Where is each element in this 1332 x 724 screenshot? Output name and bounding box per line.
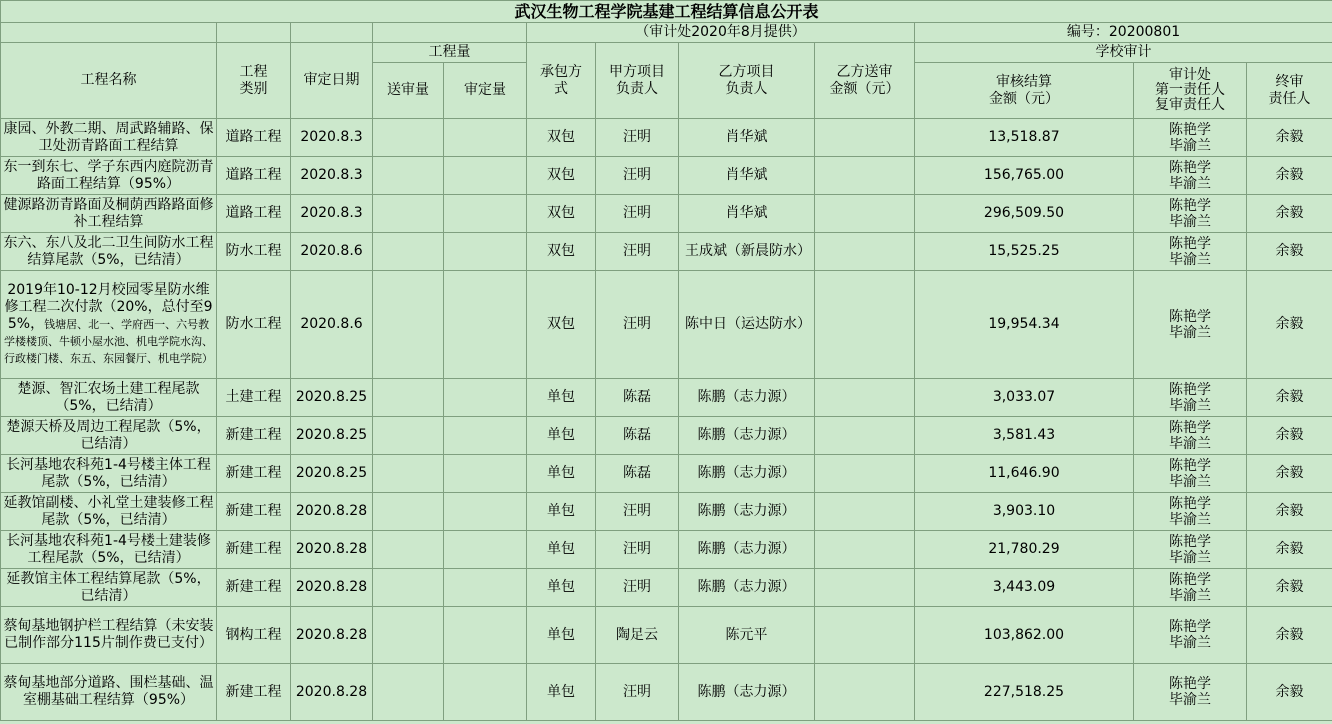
table-cell-contract: 单包: [527, 569, 596, 607]
blank-cell: [291, 23, 373, 43]
table-cell-sent-qty: [373, 607, 444, 664]
table-cell-approved-qty: [444, 157, 527, 195]
table-cell-category: 钢构工程: [217, 607, 291, 664]
table-cell-sent-amount: [815, 569, 915, 607]
table-cell-final: 余毅: [1247, 379, 1332, 417]
table-cell-party-a: 陈磊: [596, 379, 679, 417]
project-name-text: 长河基地农科苑1-4号楼土建装修工程尾款（5%，已结清）: [6, 532, 211, 566]
table-cell-sent-qty: [373, 455, 444, 493]
table-cell-approved-qty: [444, 455, 527, 493]
table-cell-sent-qty: [373, 233, 444, 271]
table-cell-name: [1, 271, 217, 379]
page-title: 武汉生物工程学院基建工程结算信息公开表: [1, 1, 1332, 23]
table-cell-reviewer: 陈艳学 毕渝兰: [1134, 233, 1247, 271]
table-cell-audit-amount: 3,033.07: [915, 379, 1134, 417]
table-cell-date: 2020.8.25: [291, 417, 373, 455]
table-row: [1, 157, 1332, 195]
table-row: [1, 531, 1332, 569]
header-name: 工程名称: [1, 43, 217, 119]
table-cell-audit-amount: 103,862.00: [915, 607, 1134, 664]
header-final: 终审 责任人: [1247, 63, 1332, 119]
table-cell-category: 新建工程: [217, 531, 291, 569]
header-sent-qty: 送审量: [373, 63, 444, 119]
header-contract: 承包方 式: [527, 43, 596, 119]
header-school-audit: 学校审计: [915, 43, 1332, 63]
table-cell-party-b: 陈中日（运达防水）: [679, 271, 815, 379]
table-cell-date: 2020.8.28: [291, 531, 373, 569]
table-cell-party-b: 陈鹏（志力源）: [679, 417, 815, 455]
table-cell-party-a: 汪明: [596, 157, 679, 195]
table-cell-party-b: 陈鹏（志力源）: [679, 569, 815, 607]
table-cell-final: 余毅: [1247, 119, 1332, 157]
blank-cell: [373, 23, 527, 43]
table-row: [1, 493, 1332, 531]
table-cell-audit-amount: 3,903.10: [915, 493, 1134, 531]
table-cell-final: 余毅: [1247, 664, 1332, 721]
table-cell-audit-amount: 227,518.25: [915, 664, 1134, 721]
table-cell-contract: 单包: [527, 455, 596, 493]
table-cell-sent-amount: [815, 233, 915, 271]
table-cell-name: [1, 119, 217, 157]
table-row: [1, 417, 1332, 455]
table-cell-reviewer: 陈艳学 毕渝兰: [1134, 607, 1247, 664]
table-cell-approved-qty: [444, 493, 527, 531]
table-cell-party-b: 肖华斌: [679, 195, 815, 233]
table-cell-contract: 单包: [527, 607, 596, 664]
table-cell-date: 2020.8.28: [291, 569, 373, 607]
table-cell-category: 新建工程: [217, 493, 291, 531]
table-row: [1, 233, 1332, 271]
blank-cell: [217, 23, 291, 43]
table-cell-audit-amount: 19,954.34: [915, 271, 1134, 379]
table-cell-contract: 双包: [527, 157, 596, 195]
table-cell-audit-amount: 15,525.25: [915, 233, 1134, 271]
table-cell-contract: 单包: [527, 664, 596, 721]
table-cell-contract: 双包: [527, 119, 596, 157]
table-cell-party-a: 汪明: [596, 531, 679, 569]
table-cell-sent-qty: [373, 379, 444, 417]
table-row: [1, 195, 1332, 233]
table-cell-party-b: 陈鹏（志力源）: [679, 531, 815, 569]
blank-cell: [1, 23, 217, 43]
table-row: [1, 455, 1332, 493]
table-cell-reviewer: 陈艳学 毕渝兰: [1134, 417, 1247, 455]
table-cell-party-a: 陈磊: [596, 417, 679, 455]
header-approved-qty: 审定量: [444, 63, 527, 119]
header-date: 审定日期: [291, 43, 373, 119]
table-cell-reviewer: 陈艳学 毕渝兰: [1134, 531, 1247, 569]
table-cell-approved-qty: [444, 417, 527, 455]
table-cell-date: 2020.8.6: [291, 233, 373, 271]
table-cell-name: [1, 417, 217, 455]
table-cell-approved-qty: [444, 531, 527, 569]
table-cell-sent-amount: [815, 379, 915, 417]
table-cell-sent-amount: [815, 417, 915, 455]
table-cell-final: 余毅: [1247, 455, 1332, 493]
table-cell-party-b: 陈元平: [679, 607, 815, 664]
project-name-text: 长河基地农科苑1-4号楼主体工程尾款（5%，已结清）: [6, 456, 211, 490]
table-cell-party-a: 汪明: [596, 195, 679, 233]
project-name-text: 东六、东八及北二卫生间防水工程结算尾款（5%，已结清）: [3, 234, 214, 268]
table-cell-name: [1, 607, 217, 664]
table-cell-contract: 单包: [527, 531, 596, 569]
project-name-text: 2019年10-12月校园零星防水维修工程二次付款（20%，总付至95%，: [4, 282, 213, 332]
table-cell-reviewer: 陈艳学 毕渝兰: [1134, 493, 1247, 531]
table-cell-party-a: 陈磊: [596, 455, 679, 493]
table-cell-sent-amount: [815, 664, 915, 721]
table-cell-sent-qty: [373, 271, 444, 379]
table-row: [1, 379, 1332, 417]
table-cell-audit-amount: 156,765.00: [915, 157, 1134, 195]
table-cell-party-a: 汪明: [596, 569, 679, 607]
table-cell-final: 余毅: [1247, 493, 1332, 531]
table-cell-name: [1, 664, 217, 721]
table-cell-date: 2020.8.25: [291, 379, 373, 417]
table-cell-contract: 双包: [527, 195, 596, 233]
project-name-text: 东一到东七、学子东西内庭院沥青路面工程结算（95%）: [3, 158, 214, 192]
table-cell-sent-amount: [815, 195, 915, 233]
table-cell-reviewer: 陈艳学 毕渝兰: [1134, 157, 1247, 195]
table-cell-name: [1, 195, 217, 233]
table-cell-party-a: 汪明: [596, 233, 679, 271]
table-cell-name: [1, 569, 217, 607]
table-cell-audit-amount: 13,518.87: [915, 119, 1134, 157]
table-cell-final: 余毅: [1247, 195, 1332, 233]
table-cell-party-a: 汪明: [596, 493, 679, 531]
table-cell-sent-amount: [815, 607, 915, 664]
header-quantity: 工程量: [373, 43, 527, 63]
table-cell-category: 道路工程: [217, 195, 291, 233]
table-cell-reviewer: 陈艳学 毕渝兰: [1134, 195, 1247, 233]
table-row: [1, 607, 1332, 664]
table-cell-party-a: 汪明: [596, 119, 679, 157]
table-cell-party-b: 陈鹏（志力源）: [679, 455, 815, 493]
table-cell-approved-qty: [444, 271, 527, 379]
table-cell-sent-qty: [373, 531, 444, 569]
table-cell-sent-amount: [815, 119, 915, 157]
table-cell-audit-amount: 21,780.29: [915, 531, 1134, 569]
table-cell-reviewer: 陈艳学 毕渝兰: [1134, 271, 1247, 379]
table-cell-date: 2020.8.28: [291, 664, 373, 721]
table-cell-category: 新建工程: [217, 569, 291, 607]
table-cell-contract: 双包: [527, 271, 596, 379]
table-cell-approved-qty: [444, 379, 527, 417]
table-cell-name: [1, 233, 217, 271]
header-category: 工程 类别: [217, 43, 291, 119]
document-code: 编号：20200801: [915, 23, 1332, 43]
table-cell-sent-amount: [815, 157, 915, 195]
table-cell-party-a: 汪明: [596, 664, 679, 721]
table-cell-sent-qty: [373, 664, 444, 721]
table-cell-contract: 单包: [527, 379, 596, 417]
table-cell-party-b: 陈鹏（志力源）: [679, 493, 815, 531]
table-cell-audit-amount: 11,646.90: [915, 455, 1134, 493]
table-cell-sent-qty: [373, 195, 444, 233]
table-cell-final: 余毅: [1247, 417, 1332, 455]
table-cell-party-a: 陶足云: [596, 607, 679, 664]
table-cell-sent-qty: [373, 493, 444, 531]
table-cell-approved-qty: [444, 569, 527, 607]
table-cell-party-b: 肖华斌: [679, 157, 815, 195]
table-cell-date: 2020.8.3: [291, 195, 373, 233]
table-cell-contract: 单包: [527, 417, 596, 455]
table-cell-approved-qty: [444, 607, 527, 664]
table-cell-reviewer: 陈艳学 毕渝兰: [1134, 119, 1247, 157]
table-cell-name: [1, 531, 217, 569]
table-cell-final: 余毅: [1247, 271, 1332, 379]
table-cell-date: 2020.8.28: [291, 607, 373, 664]
table-row: [1, 664, 1332, 721]
table-cell-sent-amount: [815, 531, 915, 569]
table-cell-sent-qty: [373, 119, 444, 157]
table-cell-party-b: 王成斌（新晨防水）: [679, 233, 815, 271]
table-row: [1, 119, 1332, 157]
table-cell-party-b: 陈鹏（志力源）: [679, 664, 815, 721]
table-cell-approved-qty: [444, 195, 527, 233]
subtitle: （审计处2020年8月提供）: [527, 23, 915, 43]
table-cell-date: 2020.8.28: [291, 493, 373, 531]
table-cell-audit-amount: 3,443.09: [915, 569, 1134, 607]
project-name-text: 蔡甸基地钢护栏工程结算（未安装已制作部分115片制作费已支付）: [3, 618, 214, 651]
project-name-text: 楚源天桥及周边工程尾款（5%，已结清）: [6, 418, 211, 452]
table-cell-approved-qty: [444, 119, 527, 157]
table-row: [1, 271, 1332, 379]
table-cell-party-a: 汪明: [596, 271, 679, 379]
header-audit-amount: 审核结算 金额（元）: [915, 63, 1134, 119]
table-cell-name: [1, 379, 217, 417]
table-cell-party-b: 肖华斌: [679, 119, 815, 157]
table-cell-category: 防水工程: [217, 271, 291, 379]
table-cell-category: 土建工程: [217, 379, 291, 417]
table-cell-category: 新建工程: [217, 664, 291, 721]
header-sent-amount: 乙方送审 金额（元）: [815, 43, 915, 119]
table-cell-sent-qty: [373, 157, 444, 195]
table-cell-final: 余毅: [1247, 569, 1332, 607]
table-cell-category: 新建工程: [217, 455, 291, 493]
table-cell-final: 余毅: [1247, 233, 1332, 271]
table-cell-category: 道路工程: [217, 157, 291, 195]
table-cell-final: 余毅: [1247, 531, 1332, 569]
table-cell-reviewer: 陈艳学 毕渝兰: [1134, 455, 1247, 493]
table-cell-date: 2020.8.3: [291, 119, 373, 157]
table-cell-sent-amount: [815, 455, 915, 493]
table-cell-reviewer: 陈艳学 毕渝兰: [1134, 569, 1247, 607]
table-cell-audit-amount: 296,509.50: [915, 195, 1134, 233]
table-cell-category: 防水工程: [217, 233, 291, 271]
table-cell-sent-amount: [815, 493, 915, 531]
project-name-text: 延教馆主体工程结算尾款（5%，已结清）: [6, 570, 211, 604]
project-name-text: 延教馆副楼、小礼堂土建装修工程尾款（5%，已结清）: [3, 494, 214, 528]
table-cell-date: 2020.8.3: [291, 157, 373, 195]
table-cell-contract: 单包: [527, 493, 596, 531]
table-cell-final: 余毅: [1247, 157, 1332, 195]
table-cell-final: 余毅: [1247, 607, 1332, 664]
table-cell-contract: 双包: [527, 233, 596, 271]
table-cell-date: 2020.8.25: [291, 455, 373, 493]
project-name-detail: 钱塘居、北一、学府西一、六号教学楼楼顶、牛顿小屋水池、机电学院水沟、行政楼门楼、东五、东园餐厅、机电学院）: [4, 318, 213, 365]
project-name-text: 楚源、智汇农场土建工程尾款（5%，已结清）: [17, 380, 200, 414]
header-party-a: 甲方项目 负责人: [596, 43, 679, 119]
table-cell-name: [1, 157, 217, 195]
table-cell-reviewer: 陈艳学 毕渝兰: [1134, 379, 1247, 417]
table-cell-sent-amount: [815, 271, 915, 379]
table-cell-sent-qty: [373, 569, 444, 607]
table-cell-sent-qty: [373, 417, 444, 455]
table-row: [1, 569, 1332, 607]
project-name-text: 健源路沥青路面及桐荫西路路面修补工程结算: [3, 196, 214, 230]
table-cell-approved-qty: [444, 233, 527, 271]
table-cell-name: [1, 455, 217, 493]
project-name-text: 蔡甸基地部分道路、围栏基础、温室棚基础工程结算（95%）: [3, 675, 214, 708]
table-cell-category: 道路工程: [217, 119, 291, 157]
table-cell-audit-amount: 3,581.43: [915, 417, 1134, 455]
header-reviewer: 审计处 第一责任人 复审责任人: [1134, 63, 1247, 119]
table-cell-approved-qty: [444, 664, 527, 721]
table-cell-party-b: 陈鹏（志力源）: [679, 379, 815, 417]
table-cell-category: 新建工程: [217, 417, 291, 455]
table-cell-name: [1, 493, 217, 531]
project-name-text: 康园、外教二期、周武路辅路、保卫处沥青路面工程结算: [3, 120, 214, 154]
table-cell-date: 2020.8.6: [291, 271, 373, 379]
header-party-b: 乙方项目 负责人: [679, 43, 815, 119]
table-cell-reviewer: 陈艳学 毕渝兰: [1134, 664, 1247, 721]
